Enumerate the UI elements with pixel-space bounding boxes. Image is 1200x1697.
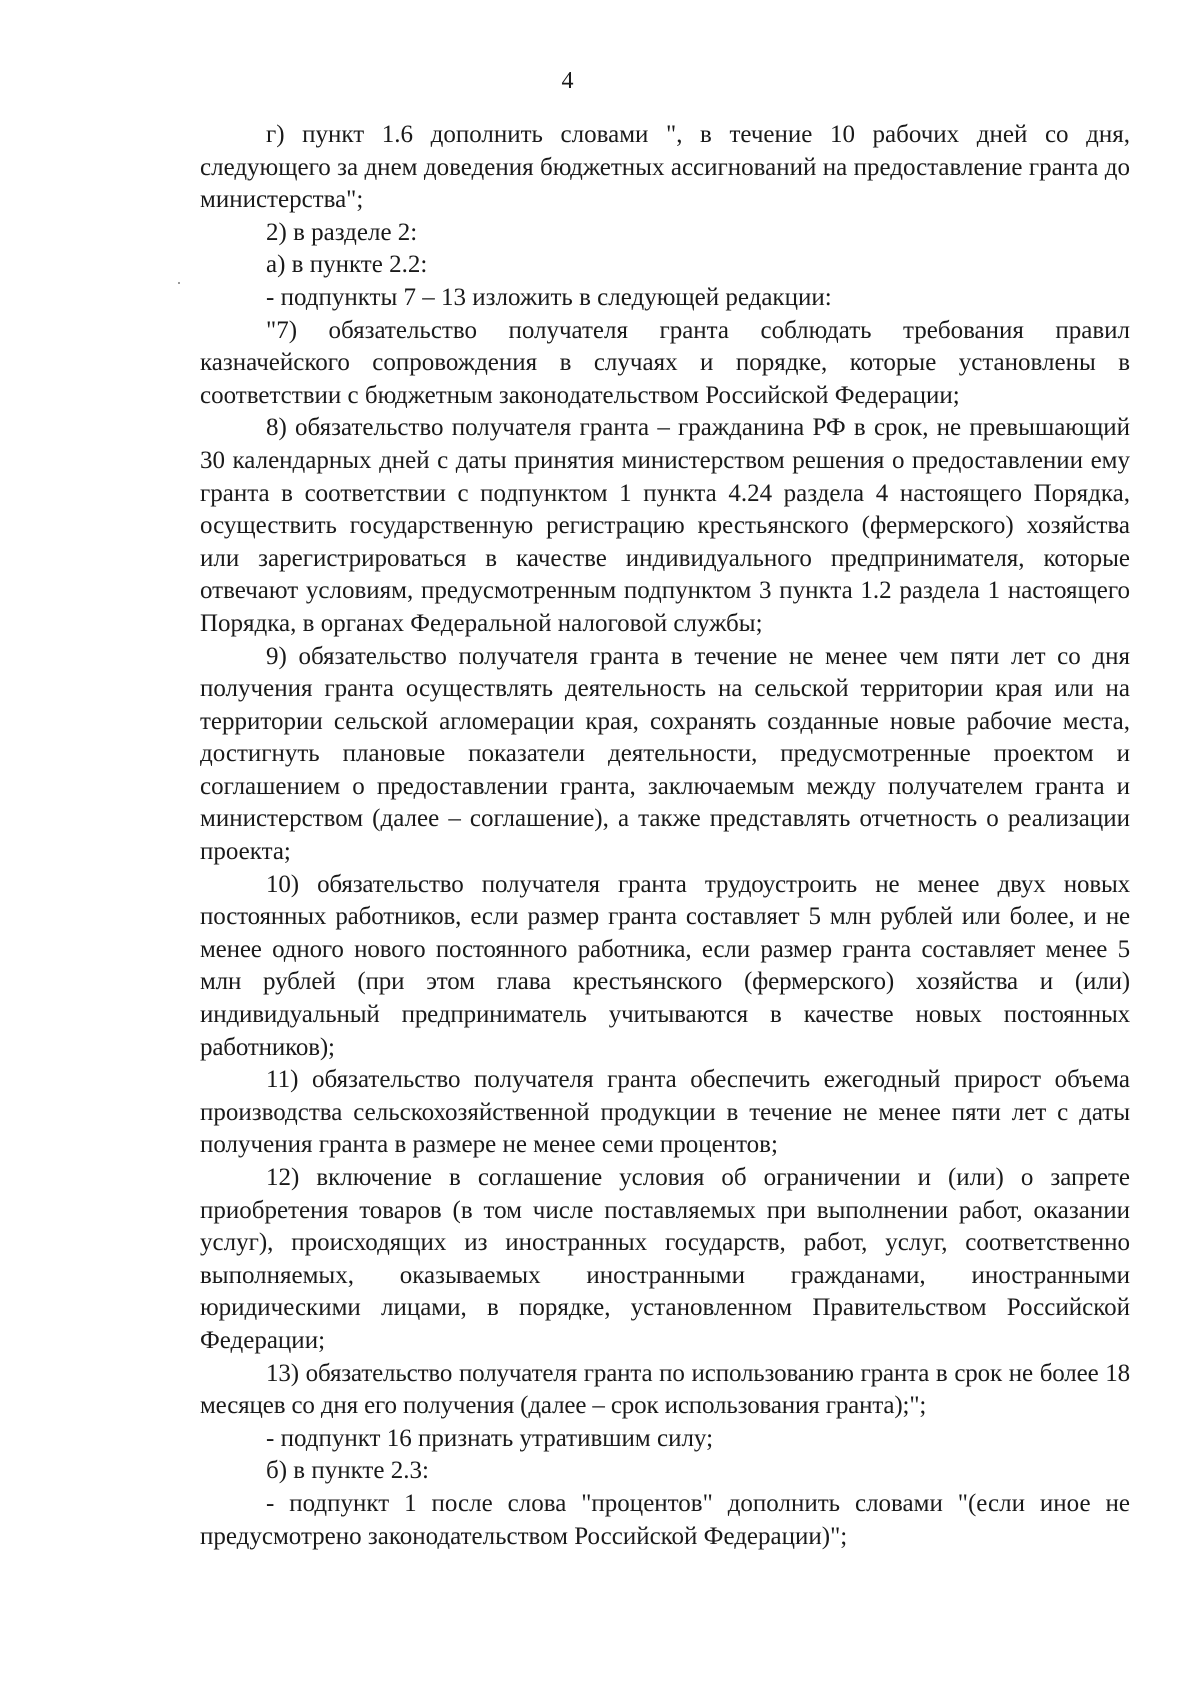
paragraph-subitems-7-13-intro: - подпункты 7 – 13 изложить в следующей редакции: [266,283,832,311]
paragraph-subitem-1-amendment: - подпункт 1 после слова "процентов" дополнить словами "(если иное не предусмотрено законодательством Российской Федерации)"; [200,1489,1130,1550]
scan-speck [178,282,180,284]
paragraph-subitem-12: 12) включение в соглашение условия об ограничении и (или) о запрете приобретения товаров (в том числе поставляемых при выполнении работ, оказании услуг), происходящих из иностранных государств, работ, услуг, соответственно выполняемых, оказываемых иностранными гражданами, иностранными юридическими лицами, в порядке, установленном Правительством Российской Федерации; [200,1164,1130,1354]
paragraph-item-2-2-heading: а) в пункте 2.2: [266,251,428,279]
paragraph-subitem-9: 9) обязательство получателя гранта в течение не менее чем пяти лет со дня получения гранта осуществлять деятельность на сельской территории края или на территории сельской агломерации края, сохранять созданные новые рабочие места, достигнуть плановые показатели деятельности, предусмотренные проектом и соглашением о предоставлении гранта, заключаемым между получателем гранта и министерством (далее – соглашение), а также представлять отчетность о реализации проекта; [200,642,1130,866]
document-body [200,119,1130,1553]
paragraph-subitem-8: 8) обязательство получателя гранта – гражданина РФ в срок, не превышающий 30 календарных дней с даты принятия министерством решения о предоставлении ему гранта в соответствии с подпунктом 1 пункта 4.24 раздела 4 настоящего Порядка, осуществить государственную регистрацию крестьянского (фермерского) хозяйства или зарегистрироваться в качестве индивидуального предпринимателя, которые отвечают условиям, предусмотренным подпунктом 3 пункта 1.2 раздела 1 настоящего Порядка, в органах Федеральной налоговой службы; [200,414,1130,637]
paragraph-subitem-16-repeal: - подпункт 16 признать утратившим силу; [266,1424,714,1452]
paragraph-item-2-3-heading: б) в пункте 2.3: [266,1457,429,1485]
paragraph-section-2-heading: 2) в разделе 2: [266,218,418,246]
paragraph-subitem-11: 11) обязательство получателя гранта обеспечить ежегодный прирост объема производства сельскохозяйственной продукции в течение не менее пяти лет с даты получения гранта в размере не менее семи процентов; [200,1066,1130,1159]
paragraph-subitem-13: 13) обязательство получателя гранта по использованию гранта в срок не более 18 месяцев со дня его получения (далее – срок использования гранта);"; [200,1359,1130,1420]
paragraph-subitem-10: 10) обязательство получателя гранта трудоустроить не менее двух новых постоянных работников, если размер гранта составляет 5 млн рублей или более, и не менее одного нового постоянного работника, если размер гранта составляет менее 5 млн рублей (при этом глава крестьянского (фермерского) хозяйства и (или) индивидуальный предприниматель учитываются в качестве новых постоянных работников); [200,870,1130,1061]
paragraph-amend-item-1-6: г) пункт 1.6 дополнить словами ", в течение 10 рабочих дней со дня, следующего за днем доведения бюджетных ассигнований на предоставление гранта до министерства"; [200,121,1130,214]
page-number: 4 [561,68,574,94]
paragraph-subitem-7: "7) обязательство получателя гранта соблюдать требования правил казначейского сопровождения в случаях и порядке, которые установлены в соответствии с бюджетным законодательством Российской Федерации; [200,316,1130,409]
